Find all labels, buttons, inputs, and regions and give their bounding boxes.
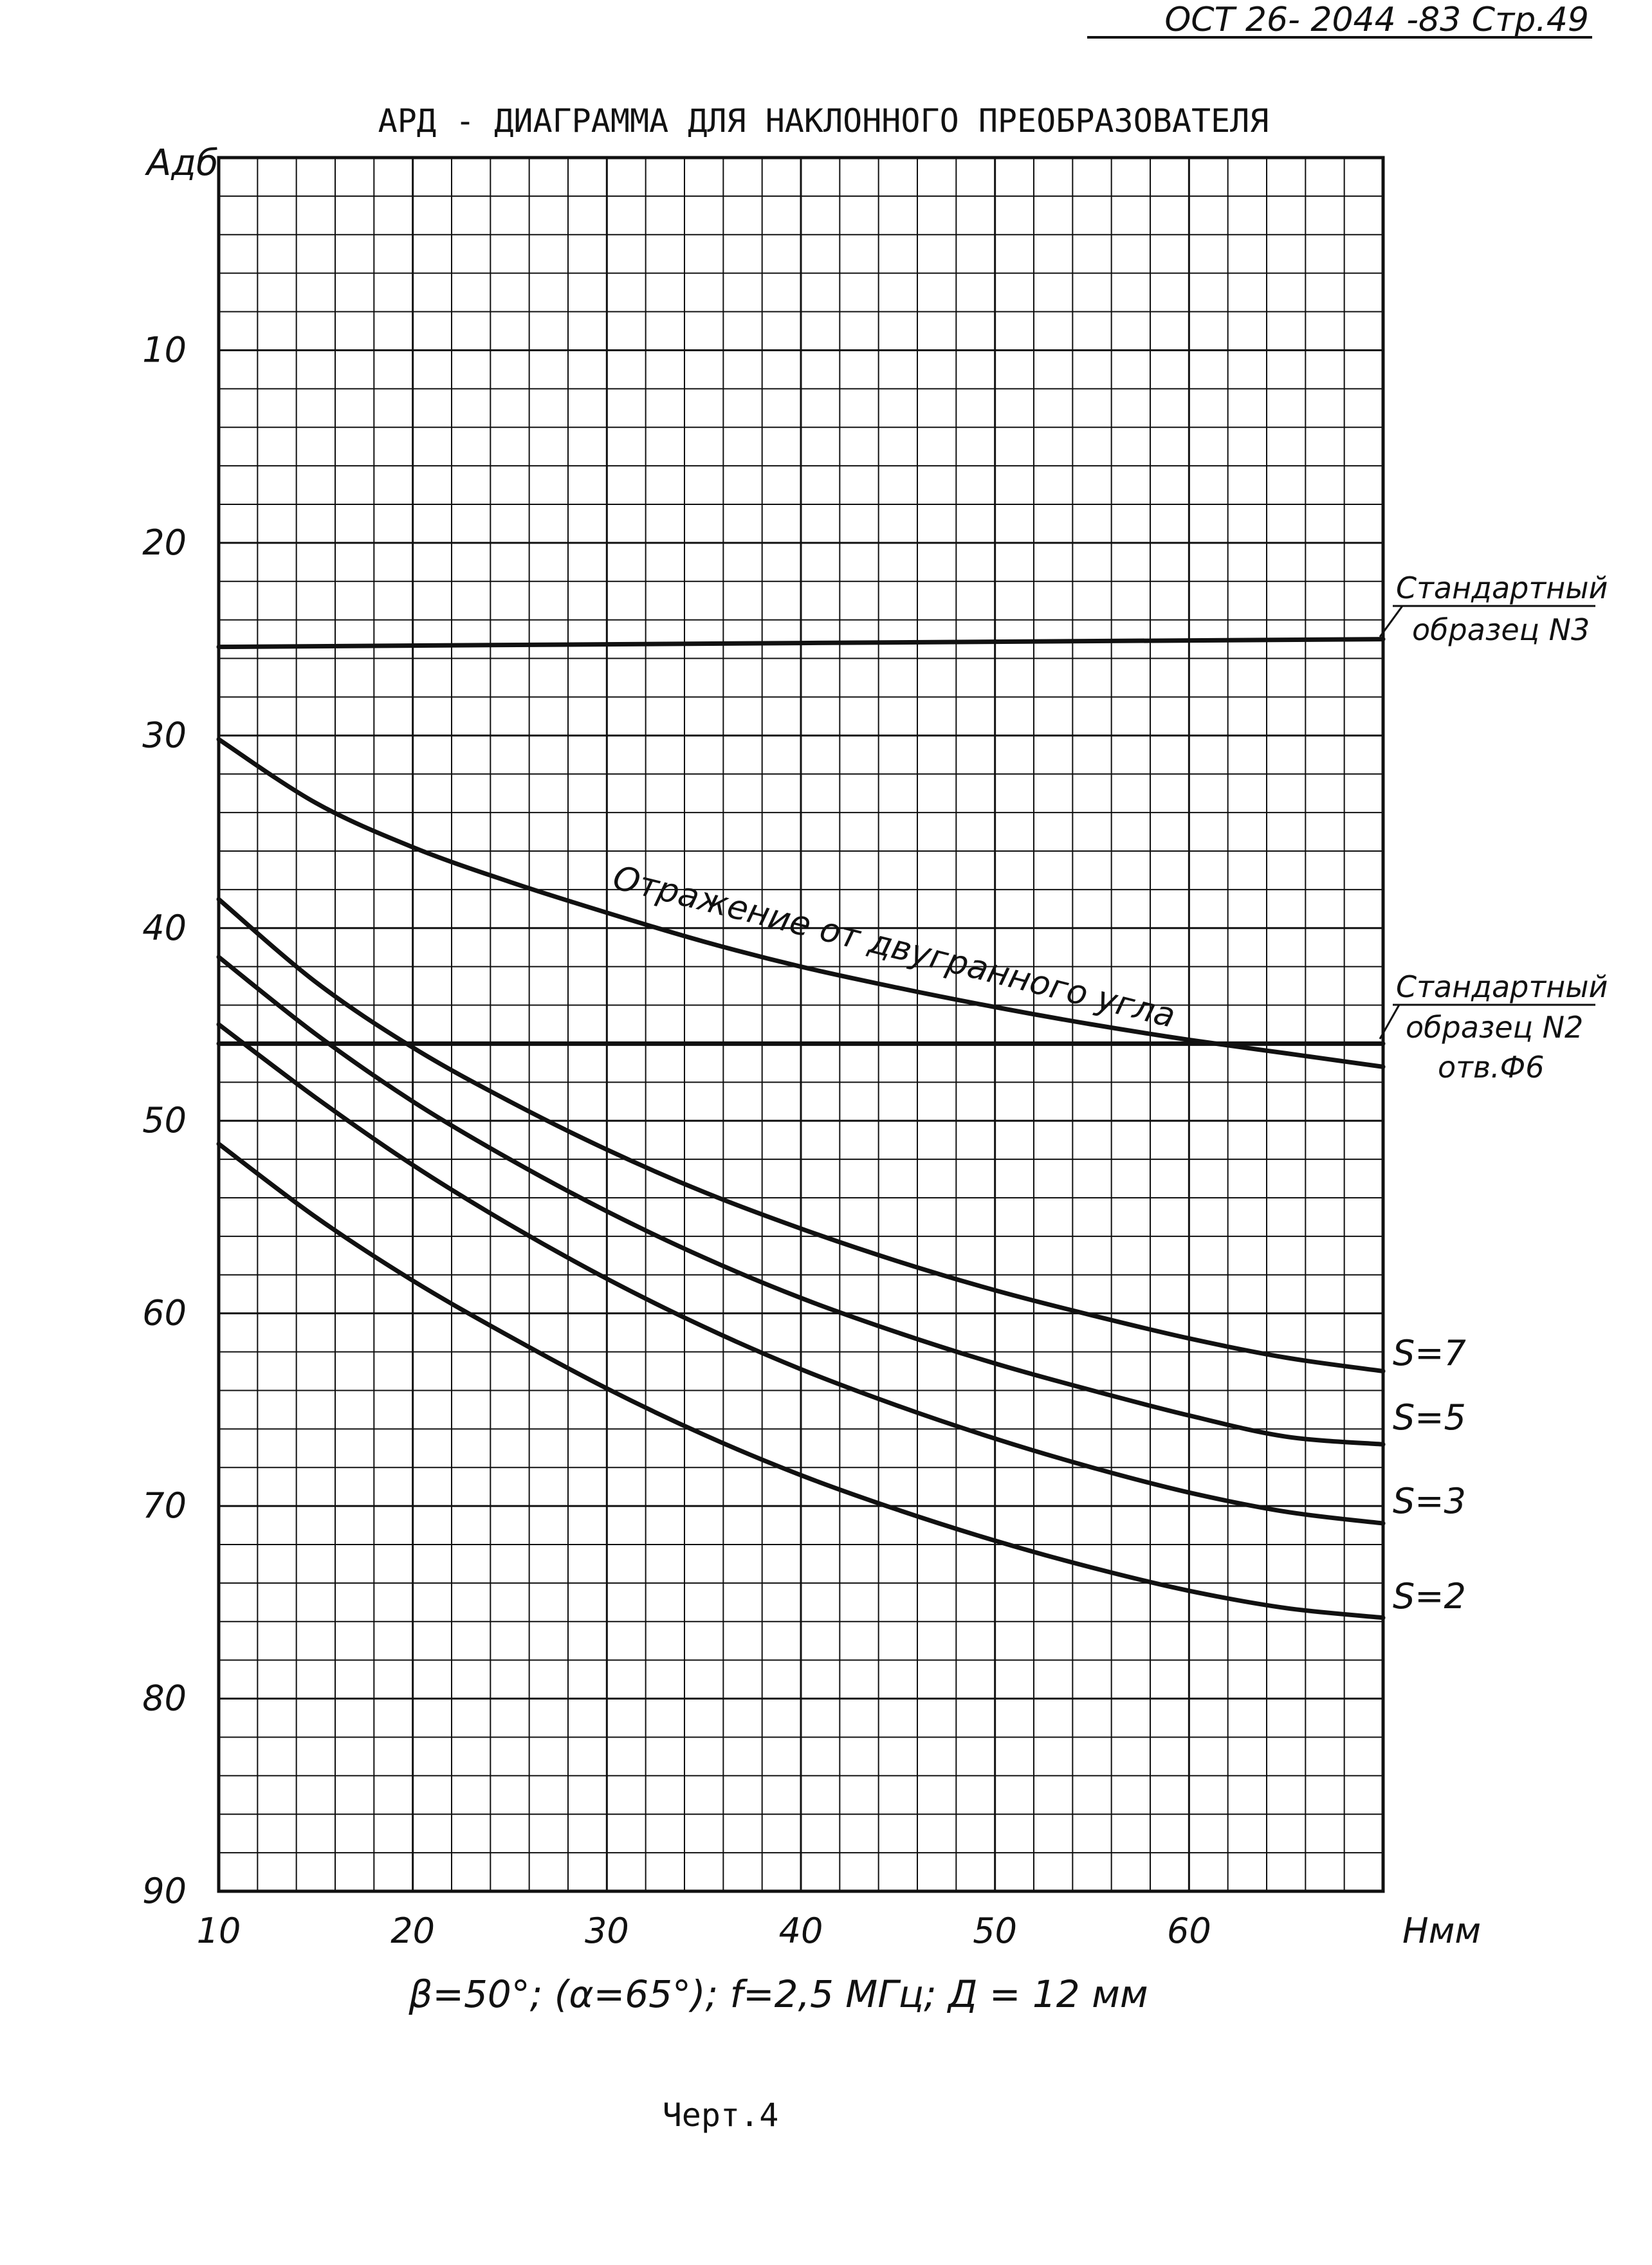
sample2-label-line3: отв.Ф6 xyxy=(1438,1050,1545,1085)
chart-title: АРД - ДИАГРАММА ДЛЯ НАКЛОННОГО ПРЕОБРАЗОВАТЕЛЯ xyxy=(378,102,1269,140)
x-tick-label: 50 xyxy=(973,1911,1018,1951)
x-tick-label: 40 xyxy=(778,1911,823,1951)
y-tick-labels xyxy=(142,329,187,1911)
sample2-annotation xyxy=(1380,969,1608,1085)
sample2-label-line1: Стандартный xyxy=(1396,969,1608,1004)
y-tick-label: 50 xyxy=(142,1100,187,1141)
sample3-annotation xyxy=(1380,571,1608,647)
x-tick-label: 10 xyxy=(196,1911,241,1951)
x-tick-labels xyxy=(197,1911,1211,1951)
y-tick-label: 60 xyxy=(142,1292,187,1334)
x-tick-label: 30 xyxy=(584,1911,629,1951)
chart-grid xyxy=(219,158,1383,1891)
figure-caption: Черт.4 xyxy=(662,2096,779,2134)
sample3-label-line2: образец N3 xyxy=(1412,612,1590,647)
y-tick-label: 80 xyxy=(142,1678,187,1719)
y-tick-label: 20 xyxy=(142,522,187,563)
x-tick-label: 20 xyxy=(390,1911,436,1951)
y-tick-label: 90 xyxy=(142,1871,187,1911)
s7-label: S=7 xyxy=(1393,1333,1466,1373)
s5-label: S=5 xyxy=(1393,1397,1466,1438)
x-tick-label: 60 xyxy=(1166,1911,1211,1951)
y-tick-label: 10 xyxy=(142,329,187,371)
sample2-label-line2: образец N2 xyxy=(1406,1010,1584,1045)
y-tick-label: 30 xyxy=(142,715,187,756)
y-axis-label: Адб xyxy=(147,142,219,184)
s2-label: S=2 xyxy=(1393,1576,1466,1617)
x-axis-label: Нмм xyxy=(1402,1911,1482,1951)
corner-reflection-label: Отражение от двугранного угла xyxy=(609,858,1179,1036)
document-reference: ОСТ 26- 2044 -83 Стр.49 xyxy=(1164,1,1589,39)
y-tick-label: 70 xyxy=(142,1485,187,1527)
sample3-label-line1: Стандартный xyxy=(1396,571,1608,605)
y-tick-label: 40 xyxy=(142,907,187,948)
parameters-caption: β=50°; (α=65°); f=2,5 МГц; Д = 12 мм xyxy=(408,1972,1148,2016)
s3-label: S=3 xyxy=(1393,1481,1466,1521)
